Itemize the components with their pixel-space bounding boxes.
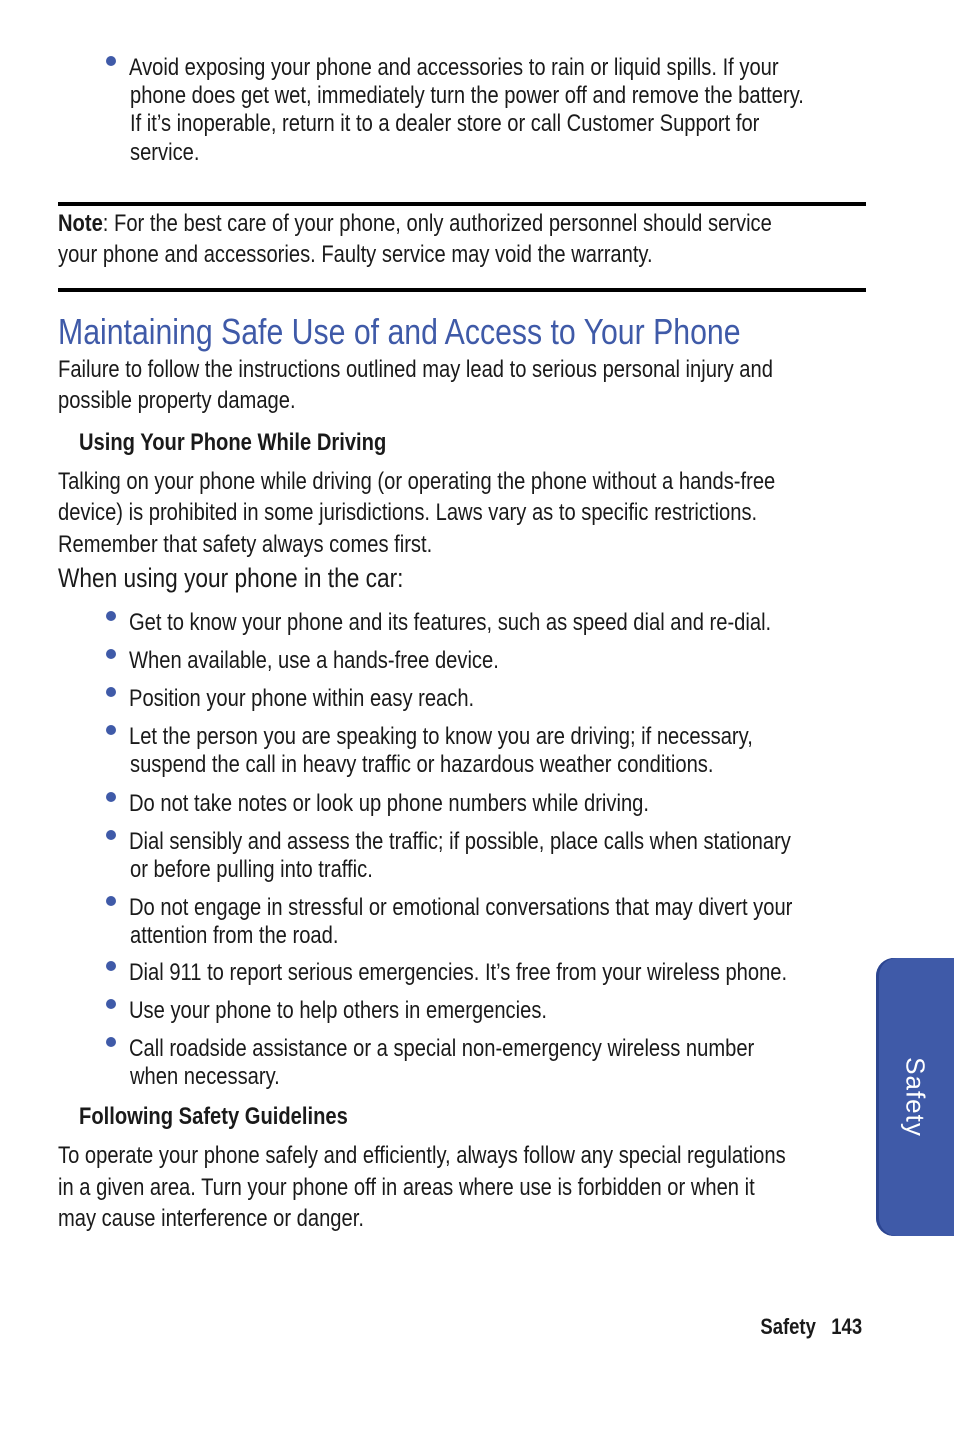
bullet-icon <box>106 961 116 971</box>
page-number: 143 <box>831 1314 862 1339</box>
side-tab-label: Safety <box>900 1057 931 1137</box>
note-text: : For the best care of your phone, only authorized personnel should service <box>102 210 772 237</box>
guidelines-heading: Following Safety Guidelines <box>79 1103 348 1130</box>
bullet-icon <box>106 792 116 802</box>
driving-body: Remember that safety always comes first. <box>58 531 433 558</box>
bullet-text: Do not take notes or look up phone numbers while driving. <box>129 790 649 817</box>
driving-body: device) is prohibited in some jurisdictions. Laws vary as to specific restrictions. <box>58 499 758 526</box>
page-footer <box>741 1314 862 1340</box>
bullet-text: Dial sensibly and assess the traffic; if possible, place calls when stationary <box>129 828 791 855</box>
bullet-text: Avoid exposing your phone and accessories to rain or liquid spills. If your <box>129 54 779 81</box>
note-label: Note <box>58 210 103 237</box>
bullet-icon <box>106 830 116 840</box>
bullet-text: Call roadside assistance or a special non-emergency wireless number <box>129 1035 755 1062</box>
bullet-text: when necessary. <box>130 1063 280 1090</box>
bullet-text: or before pulling into traffic. <box>130 856 373 883</box>
section-side-tab <box>876 958 954 1236</box>
bullet-text: Get to know your phone and its features, such as speed dial and re-dial. <box>129 609 772 636</box>
guidelines-body: To operate your phone safely and efficiently, always follow any special regulations <box>58 1142 786 1169</box>
section-title: Maintaining Safe Use of and Access to Your Phone <box>58 311 741 352</box>
bullet-text: attention from the road. <box>130 922 339 949</box>
bullet-text: When available, use a hands-free device. <box>129 647 499 674</box>
bullet-icon <box>106 1037 116 1047</box>
footer-section: Safety <box>760 1314 816 1339</box>
bullet-icon <box>106 999 116 1009</box>
driving-body: Talking on your phone while driving (or operating the phone without a hands-free <box>58 468 776 495</box>
bullet-icon <box>106 649 116 659</box>
bullet-text: Dial 911 to report serious emergencies. It’s free from your wireless phone. <box>129 959 788 986</box>
note-top-rule <box>58 202 866 206</box>
bullet-icon <box>106 56 116 66</box>
note-bottom-rule <box>58 288 866 292</box>
bullet-icon <box>106 611 116 621</box>
note-text: your phone and accessories. Faulty service may void the warranty. <box>58 241 653 268</box>
bullet-text: suspend the call in heavy traffic or hazardous weather conditions. <box>130 751 714 778</box>
bullet-text: Do not engage in stressful or emotional conversations that may divert your <box>129 894 793 921</box>
guidelines-body: in a given area. Turn your phone off in areas where use is forbidden or when it <box>58 1174 755 1201</box>
section-intro: possible property damage. <box>58 387 296 414</box>
bullet-text: If it’s inoperable, return it to a dealer store or call Customer Support for <box>130 110 760 137</box>
guidelines-body: may cause interference or danger. <box>58 1205 364 1232</box>
bullet-icon <box>106 725 116 735</box>
driving-heading: Using Your Phone While Driving <box>79 429 387 456</box>
bullet-text: phone does get wet, immediately turn the power off and remove the battery. <box>130 82 804 109</box>
bullet-text: service. <box>130 139 200 166</box>
bullet-text: Position your phone within easy reach. <box>129 685 475 712</box>
bullet-text: Use your phone to help others in emergencies. <box>129 997 548 1024</box>
bullet-icon <box>106 896 116 906</box>
bullet-icon <box>106 687 116 697</box>
bullet-text: Let the person you are speaking to know you are driving; if necessary, <box>129 723 753 750</box>
car-intro: When using your phone in the car: <box>58 563 404 593</box>
section-intro: Failure to follow the instructions outlined may lead to serious personal injury and <box>58 356 773 383</box>
